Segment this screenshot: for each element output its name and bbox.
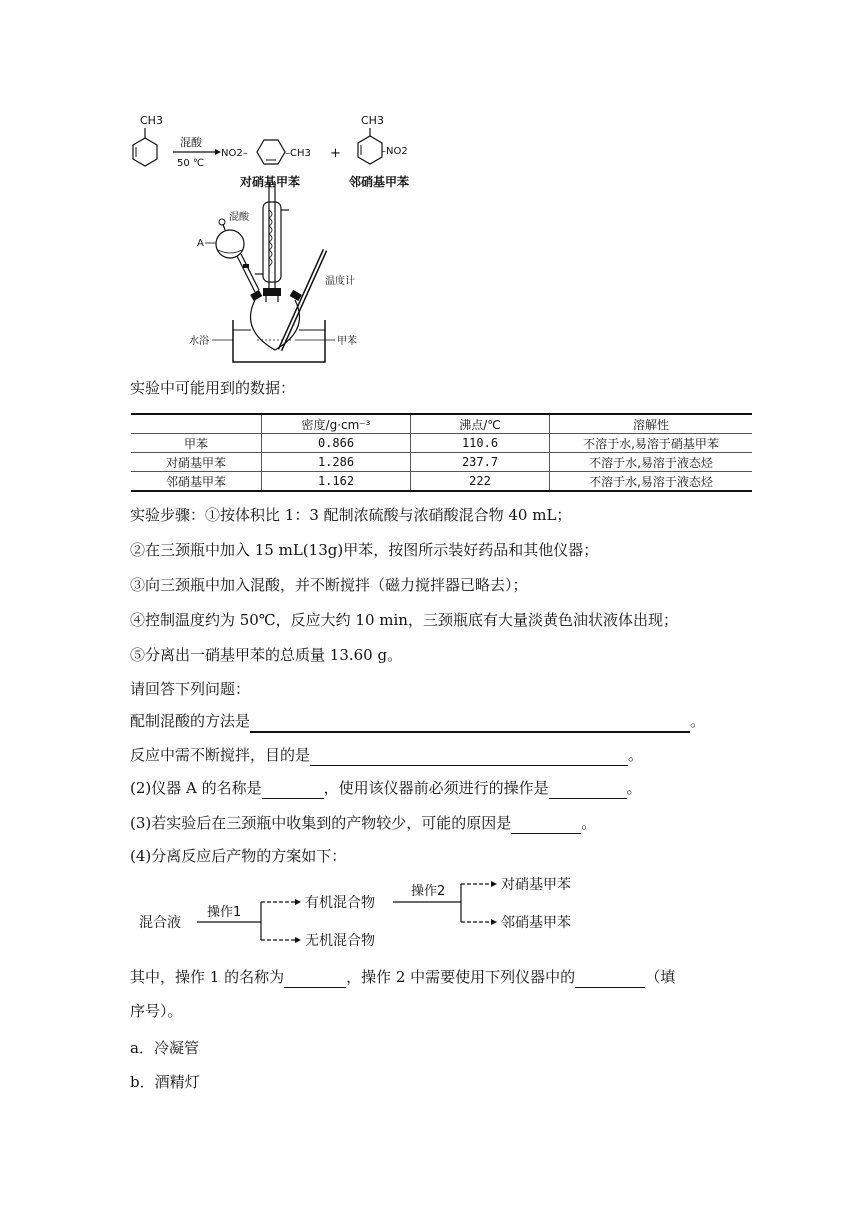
flow-op1: 操作1: [207, 905, 242, 920]
separation-flowchart: [135, 872, 595, 956]
option-b: b．酒精灯: [130, 1073, 200, 1091]
question-4b-mid: ，操作 2 中需要使用下列仪器中的: [346, 968, 576, 986]
water-bath: [233, 320, 325, 362]
step-5: ⑤分离出一硝基甲苯的总质量 13.60 g。: [130, 646, 403, 664]
question-3-end: 。: [581, 814, 597, 832]
table-cell: 110.6: [411, 434, 550, 453]
table-cell: 1.286: [262, 453, 411, 472]
question-2-text: (2)仪器 A 的名称是: [130, 779, 262, 797]
answer-blank-4b[interactable]: [575, 967, 645, 988]
question-4b: [130, 967, 675, 988]
question-4b-text: 其中，操作 1 的名称为: [130, 968, 285, 986]
answer-blank-2b[interactable]: [549, 778, 627, 799]
label-toluene: 甲苯: [337, 336, 357, 347]
flow-op2: 操作2: [411, 884, 446, 899]
question-2: [130, 778, 642, 799]
table-row: [131, 453, 752, 472]
toluene-structure: [133, 114, 163, 166]
thermometer: [280, 250, 325, 350]
answer-blank-3[interactable]: [511, 813, 581, 834]
answer-blank-1b[interactable]: [310, 745, 628, 766]
label-water-bath: 水浴: [189, 336, 209, 347]
table-header-row: [131, 414, 752, 434]
question-1a-end: 。: [690, 712, 706, 730]
table-header-cell: 溶解性: [550, 414, 753, 434]
table-cell: 不溶于水,易溶于液态烃: [550, 453, 753, 472]
reaction-arrow: [173, 135, 221, 169]
table-header-cell: [131, 414, 262, 434]
table-cell: 不溶于水,易溶于液态烃: [550, 472, 753, 492]
plus-sign: +: [330, 146, 341, 161]
answer-blank-4a[interactable]: [284, 967, 346, 988]
question-4c: 序号）。: [130, 1002, 183, 1020]
apparatus-diagram: [185, 180, 375, 370]
answer-blank-2a[interactable]: [262, 778, 324, 799]
question-4: (4)分离反应后产物的方案如下：: [130, 847, 347, 865]
question-2-mid: ，使用该仪器前必须进行的操作是: [323, 779, 549, 797]
step-3: ③向三颈瓶中加入混酸，并不断搅拌（磁力搅拌器已略去）；: [130, 576, 528, 594]
table-cell: 邻硝基甲苯: [131, 472, 262, 492]
question-1b-end: 。: [628, 746, 644, 764]
table-cell: 222: [411, 472, 550, 492]
label-mixed-acid: 混酸: [229, 212, 249, 223]
table-cell: 0.866: [262, 434, 411, 453]
label-a: A: [197, 238, 204, 249]
prompt: 请回答下列问题：: [130, 680, 251, 698]
ortho-name: 邻硝基甲苯: [349, 175, 410, 189]
flow-organic: 有机混合物: [305, 895, 375, 911]
table-cell: 对硝基甲苯: [131, 453, 262, 472]
toluene-ch3: CH3: [140, 114, 163, 127]
question-1b-text: 反应中需不断搅拌，目的是: [130, 746, 311, 764]
answer-blank-1a[interactable]: [250, 711, 690, 733]
dropping-funnel-a: [216, 219, 262, 301]
para-no2: NO2–: [221, 148, 248, 159]
flow-start: 混合液: [139, 915, 181, 931]
option-a: a．冷凝管: [130, 1039, 199, 1057]
condition-label: 50 ℃: [177, 158, 205, 169]
table-row: [131, 434, 752, 453]
flow-para: 对硝基甲苯: [501, 877, 571, 893]
table-row: [131, 472, 752, 492]
step-2: ②在三颈瓶中加入 15 mL(13g)甲苯，按图所示装好药品和其他仪器；: [130, 541, 599, 559]
ortho-ch3: CH3: [361, 114, 384, 127]
question-3: [130, 813, 596, 834]
question-3-text: (3)若实验后在三颈瓶中收集到的产物较少，可能的原因是: [130, 814, 512, 832]
question-2-end: 。: [626, 779, 642, 797]
condenser: [255, 182, 289, 296]
data-table: [131, 413, 752, 492]
para-ch3: –CH3: [285, 148, 311, 159]
ortho-no2: –NO2: [381, 146, 408, 157]
table-header-cell: 密度/g·cm⁻³: [262, 414, 411, 434]
table-cell: 1.162: [262, 472, 411, 492]
step-4: ④控制温度约为 50℃，反应大约 10 min，三颈瓶底有大量淡黄色油状液体出现；: [130, 611, 678, 629]
flow-ortho: 邻硝基甲苯: [501, 915, 571, 931]
question-1b: [130, 745, 643, 766]
question-4b-end: （填: [645, 968, 676, 986]
label-thermometer: 温度计: [325, 276, 355, 287]
step-1: 实验步骤：①按体积比 1：3 配制浓硫酸与浓硝酸混合物 40 mL；: [130, 506, 572, 524]
question-1a: [130, 711, 705, 733]
table-cell: 237.7: [411, 453, 550, 472]
table-cell: 甲苯: [131, 434, 262, 453]
data-intro: 实验中可能用到的数据：: [130, 379, 296, 397]
ortho-nitrotoluene-structure: [348, 114, 409, 189]
table-header-cell: 沸点/℃: [411, 414, 550, 434]
reagent-label: 混酸: [180, 136, 202, 149]
flow-inorganic: 无机混合物: [305, 933, 375, 949]
question-1a-text: 配制混酸的方法是: [130, 712, 251, 730]
table-cell: 不溶于水,易溶于硝基甲苯: [550, 434, 753, 453]
para-name: 对硝基甲苯: [240, 175, 301, 189]
